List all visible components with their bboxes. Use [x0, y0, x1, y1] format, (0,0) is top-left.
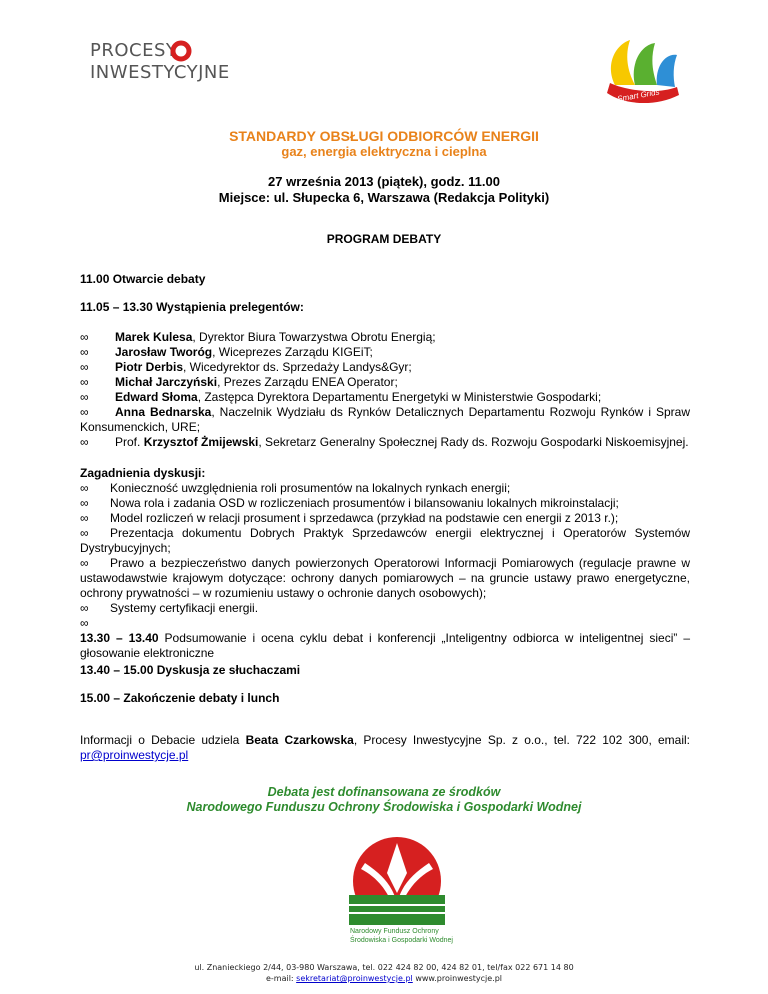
summary-text: Podsumowanie i ocena cyklu debat i konferencji „Inteligentny odbiorca w inteligentnej sieci” – głosowanie elektroniczne [80, 631, 690, 660]
speaker-role: , Prezes Zarządu ENEA Operator; [217, 375, 398, 389]
bullet-icon: ∞ [80, 496, 89, 510]
bullet-icon: ∞ [80, 345, 89, 359]
smart-grids-logo [595, 35, 685, 115]
speaker-role: , Sekretarz Generalny Społecznej Rady ds. Rozwoju Gospodarki Niskoemisyjnej. [258, 435, 689, 449]
subtitle: gaz, energia elektryczna i cieplna [281, 144, 487, 159]
nfo-line1: Narodowy Fundusz Ochrony [350, 928, 439, 935]
agenda-closing: 15.00 – Zakończenie debaty i lunch [80, 691, 280, 705]
logo-ring-icon [168, 40, 194, 62]
speaker-role: , Zastępca Dyrektora Departamentu Energetyki w Ministerstwie Gospodarki; [197, 390, 602, 404]
agenda-opening: 11.00 Otwarcie debaty [80, 272, 206, 286]
funding-line2: Narodowego Funduszu Ochrony Środowiska i Gospodarki Wodnej [186, 800, 582, 814]
speaker-prefix: Prof. [115, 435, 144, 449]
summary-item [80, 631, 690, 661]
contact-person: Beata Czarkowska [245, 733, 354, 747]
topic-item [80, 601, 690, 616]
topics-list [80, 466, 690, 661]
speaker-role: , Wiceprezes Zarządu KIGEiT; [212, 345, 373, 359]
speaker-role: , Naczelnik Wydziału ds Rynków Detalicznych Departamentu Rozwoju Rynków i Spraw Konsumenckich, URE; [80, 405, 690, 434]
bullet-icon: ∞ [80, 360, 89, 374]
speaker-item [80, 345, 690, 360]
speaker-name: Michał Jarczyński [115, 375, 218, 389]
topic-item [80, 511, 690, 526]
speaker-item [80, 405, 690, 435]
program-heading: PROGRAM DEBATY [326, 232, 442, 246]
topic-text: Konieczność uwzględnienia roli prosumentów na lokalnych rynkach energii; [110, 481, 511, 495]
speaker-item [80, 390, 690, 405]
speaker-name: Marek Kulesa [115, 330, 193, 344]
bullet-icon: ∞ [80, 481, 89, 495]
bullet-icon: ∞ [80, 375, 89, 389]
info-text-2: , Procesy Inwestycyjne Sp. z o.o., tel. 722 102 300, email: [353, 733, 691, 747]
bullet-icon: ∞ [80, 330, 89, 344]
info-text: Informacji o Debacie udziela [80, 733, 246, 747]
topic-text: Prawo a bezpieczeństwo danych powierzonych Operatorowi Informacji Pomiarowych (regulacje prawne w ustawodawstwie krajowym dotyczące: ochrony danych pomiarowych – na gruncie ustawy prawo energetyczne, ochrony prywatności – w rozumieniu ustawy o ochronie danych osobowych); [80, 556, 690, 600]
bullet-icon: ∞ [80, 390, 89, 404]
speaker-item [80, 330, 690, 345]
bullet-icon: ∞ [80, 405, 89, 419]
topic-text: Prezentacja dokumentu Dobrych Praktyk Sprzedawców energii elektrycznej i Operatorów Systemów Dystrybucyjnych; [80, 526, 690, 555]
procesy-inwestycyjne-logo [90, 40, 240, 90]
topic-item [80, 496, 690, 511]
smart-grids-text: Smart Grids [616, 87, 661, 104]
logo-line2: INWESTYCYJNE [90, 62, 230, 83]
speaker-name: Piotr Derbis [115, 360, 184, 374]
speaker-item [80, 375, 690, 390]
footer-address: ul. Znanieckiego 2/44, 03-980 Warszawa, tel. 022 424 82 00, 424 82 01, tel/fax 022 671 14 80 [194, 963, 574, 972]
main-title: STANDARDY OBSŁUGI ODBIORCÓW ENERGII [229, 128, 539, 144]
footer-contact [0, 974, 768, 983]
funding-line1: Debata jest dofinansowana ze środków [267, 785, 501, 799]
speaker-name: Krzysztof Żmijewski [143, 435, 259, 449]
speaker-role: , Wicedyrektor ds. Sprzedaży Landys&Gyr; [183, 360, 412, 374]
topic-item-empty [80, 616, 690, 631]
speaker-name: Edward Słoma [115, 390, 198, 404]
contact-email-link[interactable]: pr@proinwestycje.pl [80, 748, 189, 762]
topic-text: Nowa rola i zadania OSD w rozliczeniach prosumentów i bilansowaniu lokalnych mikroinstalacji; [110, 496, 619, 510]
event-date: 27 września 2013 (piątek), godz. 11.00 [268, 174, 500, 189]
nfosigw-emblem-icon [335, 833, 465, 925]
event-place: Miejsce: ul. Słupecka 6, Warszawa (Redakcja Polityki) [218, 190, 550, 205]
topics-title: Zagadnienia dyskusji: [80, 466, 206, 480]
speaker-item [80, 435, 690, 450]
bullet-icon: ∞ [80, 556, 89, 570]
speaker-name: Jarosław Tworóg [115, 345, 213, 359]
topic-item [80, 526, 690, 556]
summary-time: 13.30 – 13.40 [80, 631, 159, 645]
speaker-name: Anna Bednarska [115, 405, 212, 419]
speaker-role: , Dyrektor Biura Towarzystwa Obrotu Energią; [192, 330, 436, 344]
topic-text: Systemy certyfikacji energii. [110, 601, 259, 615]
logo-line1: PROCESY [90, 40, 178, 61]
topic-item [80, 556, 690, 601]
speaker-item [80, 360, 690, 375]
nfo-line2: Środowiska i Gospodarki Wodnej [350, 937, 453, 944]
smart-grids-icon [595, 35, 685, 115]
contact-info [80, 733, 690, 763]
bullet-icon: ∞ [80, 526, 89, 540]
footer-email-label: e-mail: [265, 974, 297, 983]
footer-email-link[interactable]: sekretariat@proinwestycje.pl [296, 974, 413, 983]
agenda-discussion: 13.40 – 15.00 Dyskusja ze słuchaczami [80, 663, 301, 677]
bullet-icon: ∞ [80, 435, 89, 449]
topic-item [80, 481, 690, 496]
topic-text: Model rozliczeń w relacji prosument i sprzedawca (przykład na podstawie cen energii z 2013 r.); [110, 511, 619, 525]
bullet-icon: ∞ [80, 511, 89, 525]
bullet-icon: ∞ [80, 601, 89, 615]
agenda-speeches: 11.05 – 13.30 Wystąpienia prelegentów: [80, 300, 304, 314]
footer-website[interactable]: www.proinwestycje.pl [412, 974, 503, 983]
bullet-icon: ∞ [80, 616, 89, 630]
speakers-list [80, 330, 690, 450]
nfosigw-logo [335, 833, 465, 953]
